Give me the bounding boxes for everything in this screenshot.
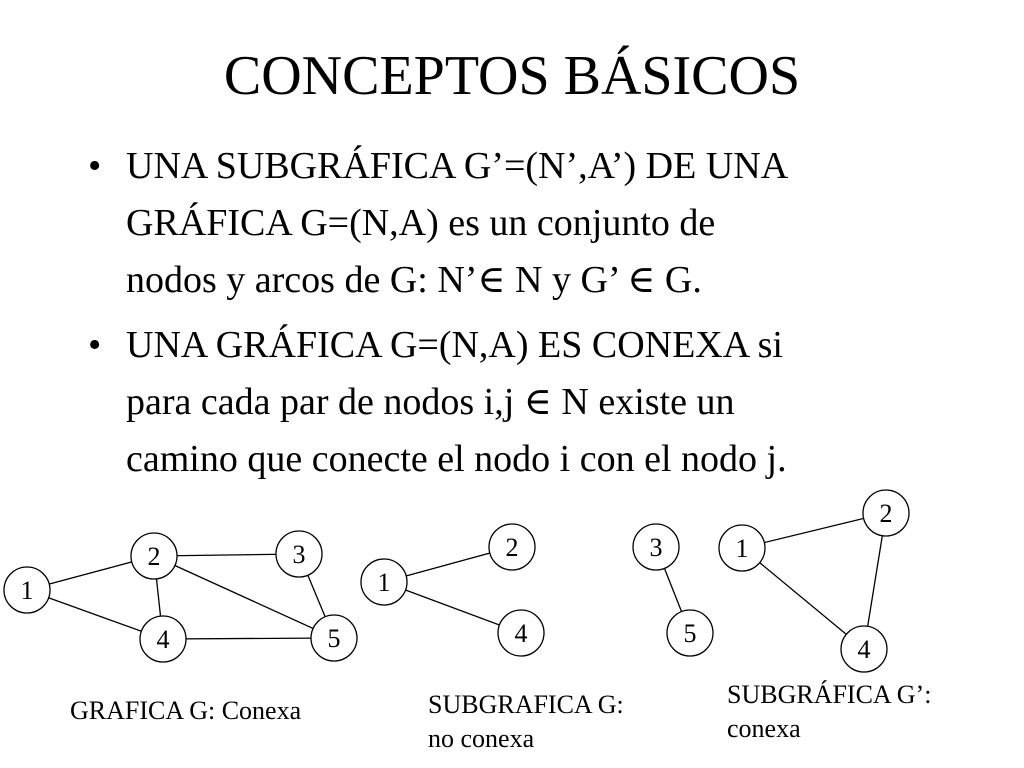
slide-title: CONCEPTOS BÁSICOS	[223, 45, 801, 107]
bullet-subgrafica	[84, 138, 984, 309]
graph-node	[498, 610, 544, 656]
graph-node	[131, 533, 177, 579]
graph-node	[489, 524, 535, 570]
bullet-text: UNA GRÁFICA G=(N,A) ES CONEXA si para cada par de nodos i,j ∈ N existe un camino que conecte el nodo i con el nodo j.	[126, 324, 787, 480]
node-label: 2	[147, 542, 161, 571]
bullet-list	[84, 138, 984, 496]
graph-node	[311, 615, 357, 661]
caption-subgrafica-conexa: SUBGRÁFICA G’: conexa	[727, 680, 932, 743]
graph-node	[276, 531, 322, 577]
graph-node	[140, 616, 186, 662]
graph-node	[633, 524, 679, 570]
bullet-dot: •	[88, 145, 102, 187]
node-label: 3	[292, 540, 306, 569]
bullet-dot: •	[88, 324, 102, 366]
graph-edge	[742, 548, 864, 649]
graph-diagrams	[0, 470, 1024, 700]
node-label: 1	[377, 568, 391, 597]
graph-g-conexa	[4, 531, 357, 662]
node-label: 2	[879, 499, 893, 528]
graph-node	[719, 525, 765, 571]
subgraph-conexa	[719, 490, 909, 672]
node-label: 5	[327, 624, 341, 653]
graph-edge	[163, 638, 334, 639]
node-label: 4	[514, 619, 528, 648]
node-label: 4	[857, 635, 871, 664]
node-label: 5	[683, 619, 697, 648]
node-label: 4	[156, 625, 170, 654]
node-label: 1	[735, 534, 749, 563]
node-label: 2	[505, 533, 519, 562]
bullet-conexa	[84, 317, 984, 488]
graph-node	[841, 626, 887, 672]
bullet-text: UNA SUBGRÁFICA G’=(N’,A’) DE UNA GRÁFICA G=(N,A) es un conjunto de nodos y arcos de G: N’∈ N y G’ ∈ G.	[126, 145, 789, 301]
graph-node	[4, 567, 50, 613]
graph-node	[361, 559, 407, 605]
graph-node	[863, 490, 909, 536]
node-label: 1	[20, 576, 34, 605]
graph-node	[667, 610, 713, 656]
caption-grafica-g: GRAFICA G: Conexa	[70, 696, 302, 725]
subgraph-no-conexa	[361, 524, 713, 656]
node-label: 3	[649, 533, 663, 562]
caption-subgrafica-no-conexa: SUBGRAFICA G: no conexa	[428, 690, 624, 753]
